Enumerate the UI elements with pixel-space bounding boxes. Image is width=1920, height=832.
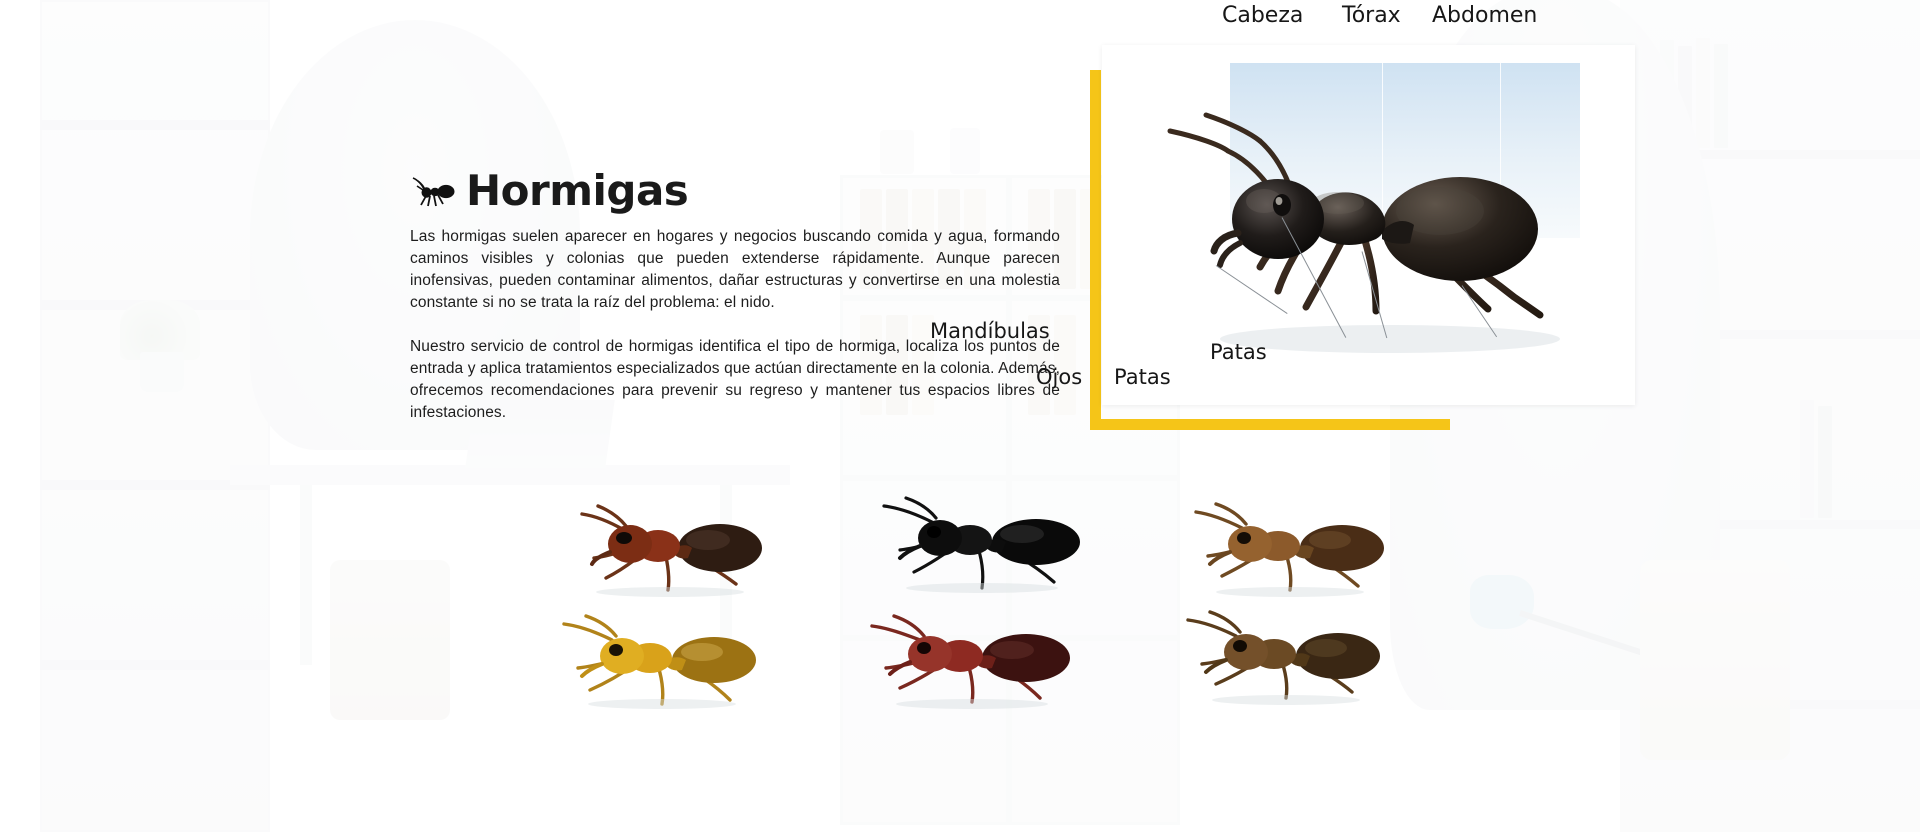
anatomy-photo	[1110, 53, 1627, 397]
anatomy-figure	[930, 3, 1635, 430]
anatomy-card	[930, 3, 1635, 405]
specimen-yellow-ant	[550, 612, 780, 712]
label-cabeza: Cabeza	[1222, 3, 1304, 28]
ant-anatomy-illustration	[1110, 53, 1627, 397]
paragraph-intro: Las hormigas suelen aparecer en hogares y negocios buscando comida y agua, formando caminos visibles y colonias que pueden extenderse rápidamente. Aunque parecen inofensivas, pueden contaminar alimentos, dañar estructuras y convertirse en una molestia constante si no se trata la raíz del problema: el nido.	[410, 228, 1060, 311]
specimen-black-ant	[870, 496, 1100, 596]
segment-label-row	[1102, 3, 1647, 37]
ant-icon	[410, 174, 456, 208]
page-title: Hormigas	[466, 166, 689, 215]
specimen-gallery	[560, 500, 1420, 720]
article-text-column	[410, 166, 1060, 424]
specimen-red-ant	[560, 500, 790, 600]
label-patas-rear: Patas	[1210, 340, 1267, 364]
label-abdomen: Abdomen	[1432, 3, 1538, 28]
label-ojos: Ojos	[1036, 365, 1083, 389]
specimen-dark-brown-ant	[1176, 608, 1406, 708]
label-patas-front: Patas	[1114, 365, 1171, 389]
label-mandibulas: Mandíbulas	[930, 319, 1050, 343]
specimen-crimson-ant	[860, 612, 1090, 712]
label-torax: Tórax	[1342, 3, 1401, 28]
title-row	[410, 166, 1060, 215]
specimen-brown-ant	[1180, 500, 1410, 600]
paragraph-service: Nuestro servicio de control de hormigas identifica el tipo de hormiga, localiza los puntos de entrada y aplica tratamientos especializados que actúan directamente en la colonia. Además, ofrecemos recomendaciones para prevenir su regreso y mantener tus espacios libres de infestaciones.	[410, 338, 1060, 421]
